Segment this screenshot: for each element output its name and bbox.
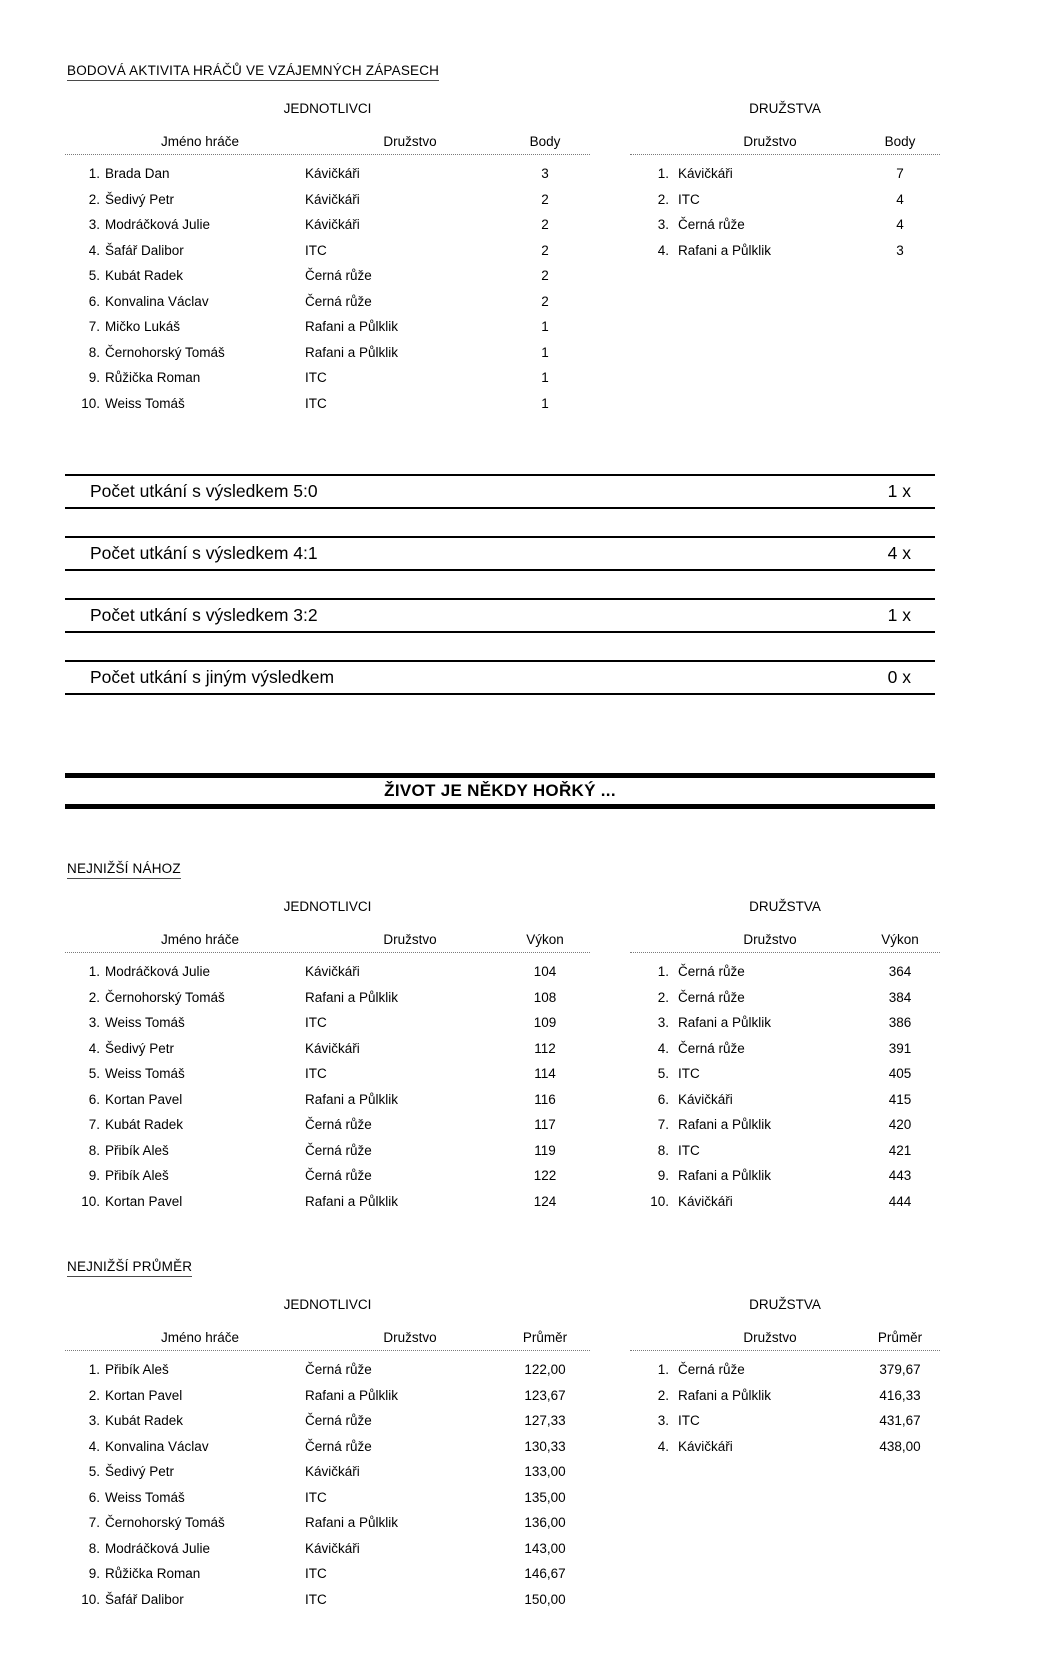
cell-team: Černá růže [305,1362,372,1377]
table-row [630,1010,940,1036]
cell-name: Přibík Aleš [105,1142,169,1158]
table-row [630,1189,940,1215]
banner-label: Počet utkání s jiným výsledkem [90,667,335,687]
cell-value: 379,67 [879,1362,921,1377]
cell-rank: 1. [88,964,100,979]
cell-value: 136,00 [524,1515,566,1530]
cell-team: ITC [305,1566,327,1581]
lowest-throw-tables [65,899,1064,1214]
column-header-team: Družstvo [383,134,437,149]
table-row [65,1112,590,1138]
cell-value: 2 [541,268,549,283]
table-row [65,1163,590,1189]
cell-team: ITC [678,191,700,207]
table-row [630,1434,940,1460]
cell-name: Růžička Roman [105,1566,201,1581]
lowest-average-individuals-section [65,1297,590,1612]
cell-team: ITC [305,395,327,411]
cell-rank: 7. [88,1515,100,1530]
teams-table-header [630,932,940,953]
cell-rank: 3. [88,1015,100,1030]
cell-team: ITC [678,1066,700,1081]
table-row [65,238,590,264]
column-header-team: Družstvo [383,932,437,947]
table-row [65,1357,590,1383]
cell-team: Černá růže [305,1142,372,1158]
lowest-throw-teams-table [630,953,940,1214]
banner-label: Počet utkání s výsledkem 5:0 [90,481,318,501]
cell-team: Kávičkáři [305,217,360,232]
activity-teams-section [630,101,940,416]
cell-team: Kávičkáři [678,1193,733,1209]
cell-rank: 9. [88,1566,100,1581]
cell-value: 2 [541,191,549,207]
cell-team: Kávičkáři [305,964,360,979]
cell-value: 1 [541,395,549,411]
teams-title: DRUŽSTVA [749,899,821,914]
cell-value: 4 [896,191,904,207]
table-row [630,1383,940,1409]
banner-value: 4 x [887,543,911,563]
cell-team: Rafani a Půlklik [305,1387,399,1403]
lowest-average-individuals-table [65,1351,590,1612]
lowest-throw-heading: NEJNIŽŠÍ NÁHOZ [67,861,181,879]
individuals-title: JEDNOTLIVCI [283,101,372,116]
activity-individuals-table [65,155,590,416]
cell-team: Rafani a Půlklik [678,242,772,258]
cell-name: Šedivý Petr [105,191,175,207]
cell-team: Kávičkáři [305,1040,360,1056]
table-row [65,1485,590,1511]
cell-value: 2 [541,217,549,232]
column-header-performance: Výkon [526,932,564,947]
table-row [630,1061,940,1087]
cell-value: 130,33 [524,1438,566,1454]
cell-name: Weiss Tomáš [105,395,185,411]
table-row [65,212,590,238]
cell-team: Kávičkáři [678,1091,733,1107]
table-row [65,1036,590,1062]
table-row [65,1061,590,1087]
cell-rank: 4. [657,1040,669,1056]
banner-value: 1 x [887,481,911,501]
banner-label: Počet utkání s výsledkem 3:2 [90,605,318,625]
activity-tables [65,101,1064,416]
cell-value: 104 [533,964,557,979]
cell-rank: 5. [88,268,100,283]
cell-value: 146,67 [524,1566,566,1581]
lowest-throw-teams-section [630,899,940,1214]
table-row [65,959,590,985]
cell-rank: 3. [88,1413,100,1428]
individuals-title: JEDNOTLIVCI [283,899,372,914]
cell-rank: 4. [657,1438,669,1454]
cell-value: 3 [896,242,904,258]
cell-team: Černá růže [678,964,745,979]
cell-team: Černá růže [678,989,745,1005]
cell-team: Černá růže [305,1438,372,1454]
cell-rank: 6. [88,1489,100,1505]
banner-result-3-2 [65,598,935,633]
cell-name: Černohorský Tomáš [105,989,225,1005]
cell-name: Šafář Dalibor [105,242,184,258]
cell-value: 2 [541,242,549,258]
column-header-team: Družstvo [383,1330,437,1345]
cell-name: Šedivý Petr [105,1040,175,1056]
table-row [630,1036,940,1062]
cell-team: ITC [678,1413,700,1428]
cell-rank: 8. [657,1142,669,1158]
table-row [630,1112,940,1138]
lowest-throw-individuals-table [65,953,590,1214]
cell-rank: 4. [88,242,100,258]
cell-rank: 3. [88,217,100,232]
cell-value: 135,00 [524,1489,566,1505]
column-header-average: Průměr [877,1330,923,1345]
cell-value: 444 [888,1193,912,1209]
individuals-title: JEDNOTLIVCI [283,1297,372,1312]
cell-value: 364 [888,964,912,979]
cell-team: ITC [305,1591,327,1607]
individuals-table-header [65,932,590,953]
cell-value: 1 [541,319,549,334]
table-row [65,314,590,340]
cell-name: Modráčková Julie [105,1540,211,1556]
cell-team: Černá růže [305,1413,372,1428]
cell-rank: 9. [88,1168,100,1183]
cell-rank: 1. [657,1362,669,1377]
column-header-performance: Výkon [881,932,919,947]
cell-rank: 10. [650,1193,669,1209]
cell-rank: 3. [657,1015,669,1030]
table-row [65,1408,590,1434]
table-row [65,1587,590,1613]
cell-value: 143,00 [524,1540,566,1556]
cell-value: 384 [888,989,912,1005]
table-row [65,365,590,391]
cell-rank: 7. [88,319,100,334]
cell-team: Rafani a Půlklik [678,1015,772,1030]
table-row [65,187,590,213]
cell-value: 4 [896,217,904,232]
cell-rank: 5. [88,1066,100,1081]
cell-rank: 6. [657,1091,669,1107]
cell-value: 431,67 [879,1413,921,1428]
column-header-player: Jméno hráče [160,1330,240,1345]
cell-name: Mičko Lukáš [105,319,181,334]
banner-result-5-0 [65,474,935,509]
table-row [65,1459,590,1485]
table-row [65,1010,590,1036]
cell-value: 112 [534,1040,556,1056]
cell-value: 127,33 [524,1413,566,1428]
column-header-player: Jméno hráče [160,134,240,149]
cell-value: 119 [534,1142,556,1158]
cell-team: Kávičkáři [305,1464,360,1479]
cell-value: 2 [541,293,549,309]
cell-value: 421 [888,1142,912,1158]
cell-name: Kubát Radek [105,268,184,283]
table-row [630,187,940,213]
cell-team: Rafani a Půlklik [678,1387,772,1403]
cell-name: Kubát Radek [105,1117,184,1132]
table-row [630,985,940,1011]
table-row [65,161,590,187]
cell-value: 122 [533,1168,557,1183]
cell-rank: 5. [657,1066,669,1081]
banner-result-other [65,660,935,695]
table-row [65,1561,590,1587]
cell-rank: 10. [81,395,100,411]
column-header-player: Jméno hráče [160,932,240,947]
cell-team: Černá růže [678,217,745,232]
cell-rank: 1. [88,166,100,181]
cell-rank: 4. [88,1438,100,1454]
table-row [630,1087,940,1113]
individuals-table-header [65,134,590,155]
cell-value: 133,00 [524,1464,566,1479]
cell-rank: 1. [657,166,669,181]
teams-title: DRUŽSTVA [749,101,821,116]
cell-rank: 2. [657,1387,669,1403]
cell-name: Kortan Pavel [105,1193,183,1209]
banner-label: Počet utkání s výsledkem 4:1 [90,543,318,563]
cell-team: Rafani a Půlklik [305,344,399,360]
cell-team: Černá růže [678,1040,745,1056]
table-row [630,212,940,238]
cell-team: Černá růže [305,293,372,309]
table-row [65,391,590,417]
cell-value: 150,00 [524,1591,566,1607]
banner-value: 1 x [887,605,911,625]
cell-name: Kubát Radek [105,1413,184,1428]
cell-rank: 8. [88,1540,100,1556]
table-row [630,1138,940,1164]
cell-team: ITC [305,1066,327,1081]
cell-name: Brada Dan [105,166,170,181]
cell-name: Weiss Tomáš [105,1015,185,1030]
cell-team: ITC [305,1489,327,1505]
table-row [65,1189,590,1215]
cell-value: 416,33 [879,1387,921,1403]
cell-name: Černohorský Tomáš [105,344,225,360]
individuals-table-header [65,1330,590,1351]
banner-value: 0 x [887,667,911,687]
cell-team: Rafani a Půlklik [678,1117,772,1132]
cell-rank: 4. [657,242,669,258]
result-count-banners [65,474,935,695]
cell-team: Rafani a Půlklik [305,1091,399,1107]
cell-team: Rafani a Půlklik [678,1168,772,1183]
cell-name: Weiss Tomáš [105,1066,185,1081]
cell-rank: 9. [88,370,100,385]
table-row [630,1408,940,1434]
cell-name: Šafář Dalibor [105,1591,184,1607]
cell-rank: 8. [88,1142,100,1158]
cell-value: 1 [541,370,549,385]
cell-name: Šedivý Petr [105,1464,175,1479]
lowest-average-teams-table [630,1351,940,1459]
cell-team: Černá růže [305,1117,372,1132]
table-row [630,161,940,187]
table-row [630,1163,940,1189]
cell-name: Kortan Pavel [105,1091,183,1107]
table-row [65,1138,590,1164]
cell-value: 108 [533,989,557,1005]
cell-value: 7 [896,166,904,181]
cell-rank: 7. [657,1117,669,1132]
cell-team: ITC [305,370,327,385]
cell-rank: 10. [81,1193,100,1209]
column-header-team: Družstvo [743,134,797,149]
cell-team: Kávičkáři [305,166,360,181]
cell-value: 420 [888,1117,912,1132]
cell-name: Modráčková Julie [105,217,211,232]
cell-value: 116 [534,1091,556,1107]
cell-value: 122,00 [524,1362,566,1377]
cell-name: Růžička Roman [105,370,201,385]
cell-rank: 8. [88,344,100,360]
section-divider-title: ŽIVOT JE NĚKDY HOŘKÝ ... [65,773,935,809]
cell-team: Rafani a Půlklik [305,1193,399,1209]
column-header-team: Družstvo [743,932,797,947]
cell-rank: 1. [88,1362,100,1377]
cell-value: 415 [888,1091,912,1107]
cell-name: Modráčková Julie [105,964,211,979]
cell-value: 438,00 [879,1438,921,1454]
lowest-throw-individuals-section [65,899,590,1214]
cell-team: Černá růže [305,268,372,283]
cell-rank: 7. [88,1117,100,1132]
cell-team: Rafani a Půlklik [305,1515,399,1530]
cell-rank: 10. [81,1591,100,1607]
cell-name: Přibík Aleš [105,1362,169,1377]
cell-team: ITC [678,1142,700,1158]
table-row [630,238,940,264]
cell-name: Weiss Tomáš [105,1489,185,1505]
table-row [630,1357,940,1383]
cell-team: Černá růže [305,1168,372,1183]
column-header-average: Průměr [522,1330,568,1345]
cell-rank: 3. [657,1413,669,1428]
cell-rank: 1. [657,964,669,979]
table-row [65,1536,590,1562]
cell-name: Konvalina Václav [105,293,209,309]
cell-rank: 3. [657,217,669,232]
column-header-points: Body [884,134,916,149]
table-row [65,1434,590,1460]
teams-title: DRUŽSTVA [749,1297,821,1312]
table-row [630,959,940,985]
cell-value: 386 [888,1015,912,1030]
cell-value: 114 [534,1066,556,1081]
cell-team: Kávičkáři [305,1540,360,1556]
cell-value: 124 [533,1193,557,1209]
cell-value: 443 [888,1168,912,1183]
cell-value: 109 [533,1015,557,1030]
teams-table-header [630,134,940,155]
page-title: BODOVÁ AKTIVITA HRÁČŮ VE VZÁJEMNÝCH ZÁPASECH [67,63,439,81]
cell-name: Kortan Pavel [105,1387,183,1403]
cell-rank: 2. [657,191,669,207]
teams-table-header [630,1330,940,1351]
column-header-points: Body [529,134,561,149]
cell-rank: 2. [88,989,100,1005]
banner-result-4-1 [65,536,935,571]
cell-rank: 6. [88,1091,100,1107]
cell-name: Černohorský Tomáš [105,1515,225,1530]
lowest-average-heading: NEJNIŽŠÍ PRŮMĚR [67,1259,192,1277]
cell-team: ITC [305,242,327,258]
column-header-team: Družstvo [743,1330,797,1345]
cell-team: Černá růže [678,1362,745,1377]
cell-rank: 6. [88,293,100,309]
cell-rank: 5. [88,1464,100,1479]
lowest-average-teams-section [630,1297,940,1612]
cell-name: Přibík Aleš [105,1168,169,1183]
cell-rank: 9. [657,1168,669,1183]
cell-value: 3 [541,166,549,181]
cell-team: Kávičkáři [678,166,733,181]
cell-team: Rafani a Půlklik [305,989,399,1005]
cell-name: Konvalina Václav [105,1438,209,1454]
cell-rank: 2. [657,989,669,1005]
cell-rank: 4. [88,1040,100,1056]
table-row [65,340,590,366]
cell-value: 405 [888,1066,912,1081]
table-row [65,263,590,289]
cell-rank: 2. [88,1387,100,1403]
cell-value: 391 [888,1040,912,1056]
table-row [65,1383,590,1409]
lowest-average-tables [65,1297,1064,1612]
activity-teams-table [630,155,940,263]
activity-individuals-section [65,101,590,416]
cell-value: 1 [541,344,549,360]
cell-team: Kávičkáři [305,191,360,207]
cell-team: ITC [305,1015,327,1030]
cell-rank: 2. [88,191,100,207]
table-row [65,1087,590,1113]
table-row [65,289,590,315]
cell-value: 123,67 [524,1387,566,1403]
table-row [65,1510,590,1536]
cell-team: Rafani a Půlklik [305,319,399,334]
cell-team: Kávičkáři [678,1438,733,1454]
cell-value: 117 [534,1117,556,1132]
table-row [65,985,590,1011]
